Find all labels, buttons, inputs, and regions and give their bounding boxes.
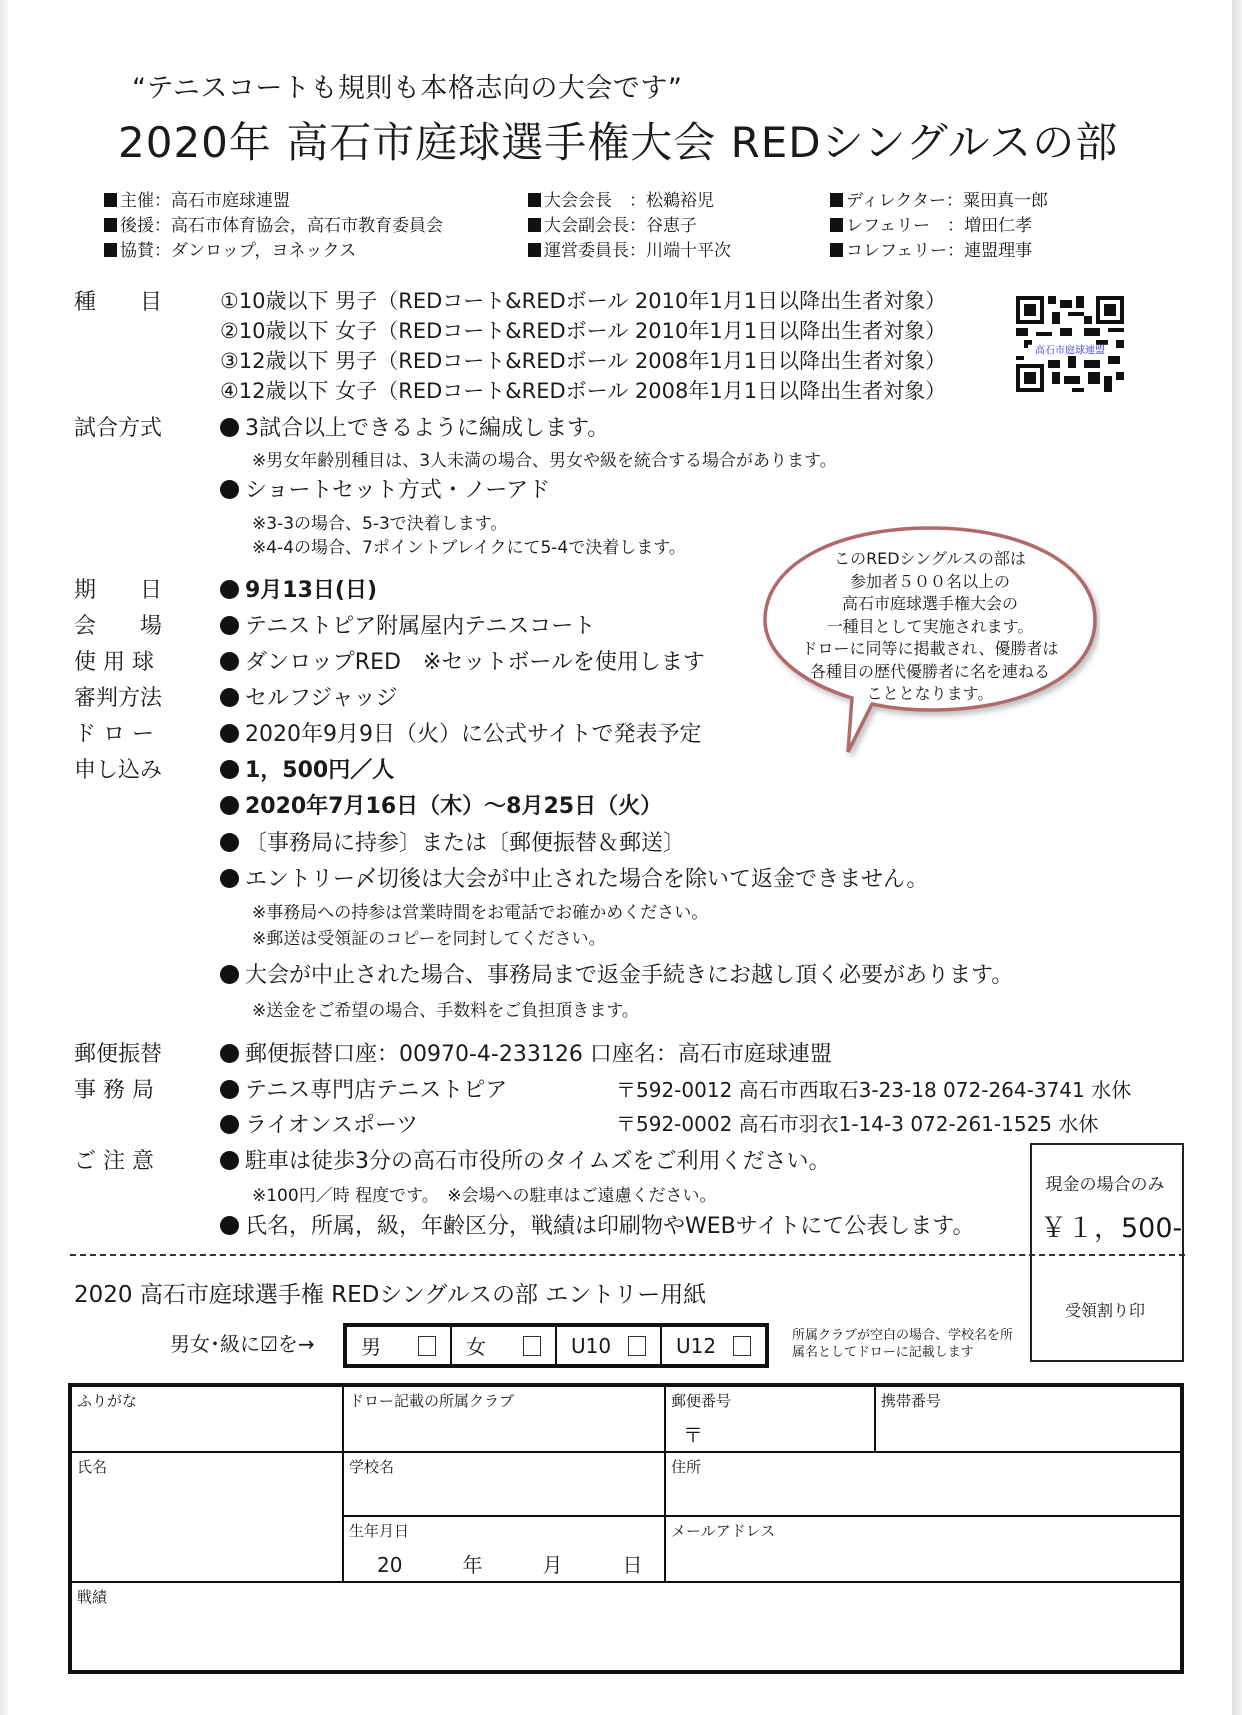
entry-note-3: ※送金をご希望の場合、手数料をご負担頂きます。 — [252, 1001, 639, 1021]
office-label: 事 務 局 — [74, 1078, 154, 1103]
entry-method: 〔事務局に持参〕または〔郵便振替＆郵送〕 — [220, 826, 685, 857]
ball-label: 使 用 球 — [74, 650, 154, 675]
org-director: ディレクター：粟田真一郎 — [830, 186, 1048, 211]
bullet-icon — [220, 1044, 239, 1063]
field-club[interactable]: ドロー記載の所属クラブ — [343, 1385, 665, 1452]
entry-period: 2020年7月16日（木）～8月25日（火） — [220, 789, 662, 820]
bullet-icon — [220, 688, 239, 707]
checkbox[interactable] — [523, 1336, 541, 1356]
page-edge-right — [1232, 0, 1242, 1715]
gender-class-selector — [343, 1323, 769, 1368]
format-note-3: ※4-4の場合、7ポイントブレイクにて5-4で決着します。 — [252, 538, 686, 558]
field-school[interactable]: 学校名 — [343, 1452, 665, 1516]
bullet-icon — [220, 580, 239, 599]
event-item: ②10歳以下 女子（REDコート&REDボール 2010年1月1日以降出生者対象） — [220, 319, 947, 343]
square-bullet-icon — [830, 218, 843, 232]
field-postal-code[interactable]: 郵便番号 〒 — [665, 1385, 875, 1452]
caution-bullet-2: 氏名，所属，級，年齢区分，戦績は印刷物やWEBサイトにて公表します。 — [220, 1209, 974, 1240]
cut-line — [70, 1254, 1185, 1256]
qr-code-icon[interactable] — [1016, 296, 1124, 392]
judging-label: 審判方法 — [74, 686, 163, 711]
postal-label: 郵便振替 — [74, 1042, 163, 1067]
bullet-icon — [220, 724, 239, 743]
draw-value: 2020年9月9日（火）に公式サイトで発表予定 — [220, 717, 701, 748]
org-president: 大会会長 ：松鵜裕児 — [528, 186, 714, 211]
bullet-icon — [220, 760, 239, 779]
field-name[interactable]: 氏名 — [70, 1452, 343, 1582]
option-male[interactable]: 男 — [347, 1327, 452, 1364]
entry-refund: エントリー〆切後は大会が中止された場合を除いて返金できません。 — [220, 862, 928, 893]
cash-amount: ￥１，500- — [1040, 1213, 1183, 1244]
cash-only-label: 現金の場合のみ — [1045, 1175, 1165, 1195]
checkbox[interactable] — [733, 1336, 751, 1356]
org-co-referee: コレフェリー：連盟理事 — [830, 236, 1032, 261]
field-record[interactable]: 戦績 — [70, 1582, 1182, 1672]
entry-note-1: ※事務局への持参は営業時間をお電話でお確かめください。 — [252, 903, 709, 923]
org-sponsor: 協賛：ダンロップ，ヨネックス — [104, 236, 356, 261]
judging-value: セルフジャッジ — [220, 681, 398, 712]
date-value: 9月13日(日) — [220, 573, 377, 604]
office-shop-info: 〒592-0012 高石市西取石3-23-18 072-264-3741 水休 — [616, 1078, 1132, 1102]
org-referee: レフェリー ：増田仁孝 — [830, 211, 1032, 236]
field-birthday[interactable]: 生年月日 20 年 月 日 — [343, 1516, 665, 1582]
event-item: ④12歳以下 女子（REDコート&REDボール 2008年1月1日以降出生者対象） — [220, 379, 947, 403]
square-bullet-icon — [830, 243, 843, 257]
event-item: ③12歳以下 男子（REDコート&REDボール 2008年1月1日以降出生者対象） — [220, 349, 947, 373]
ball-value: ダンロップRED ※セットボールを使用します — [220, 645, 705, 676]
venue-value: テニストピア附属屋内テニスコート — [220, 609, 595, 640]
page-edge-left — [0, 0, 8, 1715]
bullet-icon — [220, 1151, 239, 1170]
org-host: 主催：高石市庭球連盟 — [104, 186, 290, 211]
bullet-icon — [220, 652, 239, 671]
org-vice-president: 大会副会長：谷恵子 — [528, 211, 697, 236]
svg-text:高石市庭球連盟: 高石市庭球連盟 — [1035, 345, 1105, 357]
field-mobile[interactable]: 携帯番号 — [875, 1385, 1182, 1452]
bullet-icon — [220, 796, 239, 815]
org-committee-chair: 運営委員長：川端十平次 — [528, 236, 731, 261]
option-u10[interactable]: U10 — [557, 1327, 662, 1364]
entry-form-table — [68, 1383, 1184, 1674]
club-note: 所属クラブが空白の場合、学校名を所属名としてドローに記載します — [792, 1328, 1014, 1360]
caution-label: ご 注 意 — [74, 1149, 154, 1174]
square-bullet-icon — [528, 193, 541, 207]
bubble-text: このREDシングルスの部は 参加者５００名以上の 高石市庭球選手権大会の 一種目として実施されます。 ドローに同等に掲載され、優勝者は 各種目の歴代優勝者に名を連ねる こととなります。 — [801, 549, 1059, 703]
bullet-icon — [220, 418, 239, 437]
date-label: 期 日 — [74, 578, 163, 603]
caution-note: ※100円／時 程度です。 ※会場への駐車はご遠慮ください。 — [252, 1186, 717, 1206]
bullet-icon — [220, 616, 239, 635]
format-note-2: ※3-3の場合、5-3で決着します。 — [252, 514, 508, 534]
format-bullet-1: 3試合以上できるように編成します。 — [220, 411, 609, 442]
option-female[interactable]: 女 — [452, 1327, 557, 1364]
venue-label: 会 場 — [74, 614, 163, 639]
page-title: 2020年 高石市庭球選手権大会 REDシングルスの部 — [118, 118, 1119, 167]
event-item: ①10歳以下 男子（REDコート&REDボール 2010年1月1日以降出生者対象） — [220, 289, 947, 313]
field-furigana[interactable]: ふりがな — [70, 1385, 343, 1452]
square-bullet-icon — [104, 218, 117, 232]
option-u12[interactable]: U12 — [662, 1327, 765, 1364]
caution-bullet-1: 駐車は徒歩3分の高石市役所のタイムズをご利用ください。 — [220, 1144, 831, 1175]
field-address[interactable]: 住所 — [665, 1452, 1182, 1516]
format-bullet-2: ショートセット方式・ノーアド — [220, 473, 550, 504]
org-support: 後援：高石市体育協会，高石市教育委員会 — [104, 211, 443, 236]
receipt-stamp-label: 受領割り印 — [1064, 1301, 1145, 1320]
bullet-icon — [220, 1216, 239, 1235]
format-note-1: ※男女年齢別種目は、3人未満の場合、男女や級を統合する場合があります。 — [252, 451, 837, 471]
entry-label: 申し込み — [74, 758, 163, 783]
bullet-icon — [220, 1080, 239, 1099]
checkbox[interactable] — [628, 1336, 646, 1356]
events-label: 種 目 — [74, 290, 163, 315]
postal-value: 郵便振替口座：00970-4-233126 口座名：高石市庭球連盟 — [220, 1037, 832, 1068]
gender-class-label: 男女･級に☑を→ — [170, 1332, 315, 1356]
checkbox[interactable] — [418, 1336, 436, 1356]
entry-cancel: 大会が中止された場合、事務局まで返金手続きにお越し頂く必要があります。 — [220, 958, 1013, 989]
office-shop-name: テニス専門店テニストピア — [220, 1073, 507, 1104]
entry-fee: 1，500円／人 — [220, 753, 394, 784]
square-bullet-icon — [528, 243, 541, 257]
tagline: “テニスコートも規則も本格志向の大会です” — [132, 73, 683, 104]
bullet-icon — [220, 965, 239, 984]
draw-label: ド ロ ー — [74, 722, 154, 747]
bullet-icon — [220, 480, 239, 499]
square-bullet-icon — [104, 193, 117, 207]
square-bullet-icon — [104, 243, 117, 257]
office-shop-info: 〒592-0002 高石市羽衣1-14-3 072-261-1525 水休 — [616, 1112, 1099, 1136]
square-bullet-icon — [830, 193, 843, 207]
entry-note-2: ※郵送は受領証のコピーを同封してください。 — [252, 929, 606, 949]
square-bullet-icon — [528, 218, 541, 232]
entry-form-title: 2020 高石市庭球選手権 REDシングルスの部 エントリー用紙 — [74, 1282, 707, 1308]
format-label: 試合方式 — [74, 416, 163, 441]
field-email[interactable]: メールアドレス — [665, 1516, 1182, 1582]
bullet-icon — [220, 869, 239, 888]
office-shop-name: ライオンスポーツ — [220, 1108, 418, 1139]
bullet-icon — [220, 833, 239, 852]
bullet-icon — [220, 1115, 239, 1134]
